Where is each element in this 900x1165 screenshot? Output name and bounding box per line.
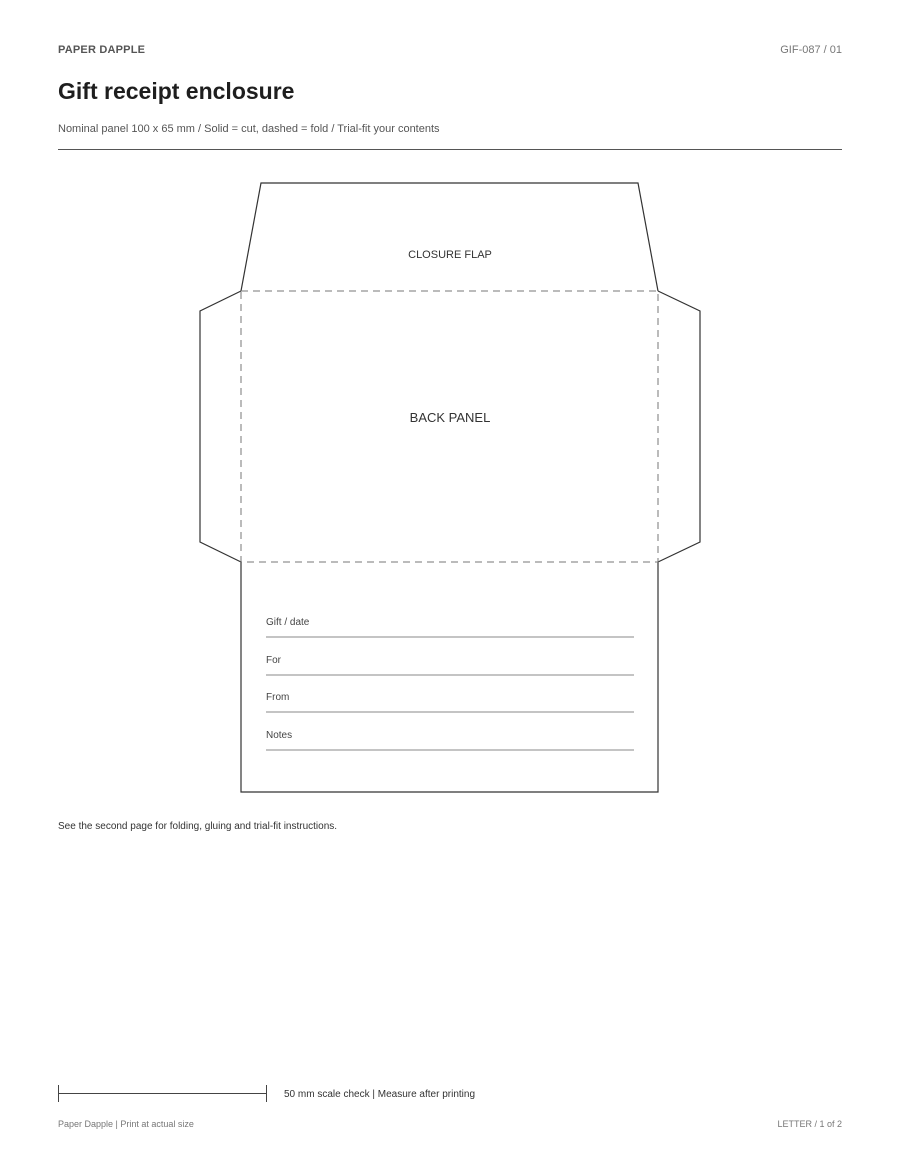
scale-check-label: 50 mm scale check | Measure after printing (284, 1089, 476, 1100)
scale-check-bar (58, 1085, 268, 1103)
page-title: Gift receipt enclosure (58, 78, 295, 104)
brand-name: PAPER DAPPLE (58, 44, 146, 56)
back-panel-label: BACK PANEL (409, 410, 491, 425)
closure-flap-outline (241, 183, 658, 291)
receipt-field-for (266, 655, 634, 675)
field-label: For (266, 655, 281, 666)
instructions-note: See the second page for folding, gluing and trial-fit instructions. (58, 821, 338, 832)
page-subtitle: Nominal panel 100 x 65 mm / Solid = cut, dashed = fold / Trial-fit your contents (58, 123, 440, 135)
footer-page-number: LETTER / 1 of 2 (777, 1119, 842, 1129)
field-label: From (266, 692, 290, 703)
document-id: GIF-087 / 01 (780, 44, 842, 56)
receipt-field-gift-date (266, 617, 634, 637)
scale-bar-line (58, 1093, 267, 1094)
closure-flap-label: CLOSURE FLAP (408, 249, 492, 261)
field-label: Notes (266, 730, 293, 741)
receipt-field-notes (266, 730, 634, 750)
back-panel-fold-lines (241, 291, 658, 562)
field-label: Gift / date (266, 617, 310, 628)
left-side-flap-outline (200, 291, 241, 562)
receipt-field-from (266, 692, 634, 712)
front-panel-outline (241, 562, 658, 792)
footer-print-note: Paper Dapple | Print at actual size (58, 1119, 194, 1129)
right-side-flap-outline (658, 291, 700, 562)
scale-bar-right-tick (266, 1085, 267, 1102)
